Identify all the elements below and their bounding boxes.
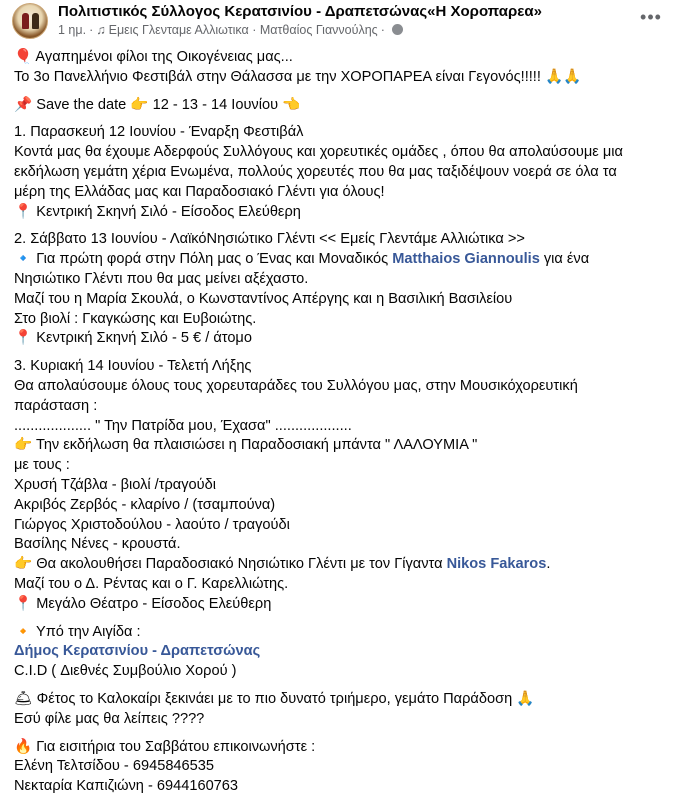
musician-line: Γιώργος Χριστοδούλου - λαούτο / τραγούδι — [14, 516, 290, 533]
day3-title: 3. Κυριακή 14 Ιουνίου - Τελετή Λήξης — [14, 358, 252, 375]
music-note-icon: ♫ — [96, 23, 106, 37]
text-line: Μαζί του ο Δ. Ρέντας και ο Γ. Καρελλιώτης. — [14, 575, 289, 592]
text-line: 📌 Save the date 👉 12 - 13 - 14 Ιουνίου 👈 — [14, 96, 666, 116]
day1-title: 1. Παρασκευή 12 Ιουνίου - Έναρξη Φεστιβάλ — [14, 124, 304, 141]
text-line: εκδήλωση γεμάτη χέρια Ενωμένα, πολλούς χορευτές που θα μας ταξιδέψουν νοερά σε όλα τα — [14, 163, 617, 180]
page-name-link[interactable]: Πολιτιστικός Σύλλογος Κερατσινίου - Δραπετσώνας«Η Χοροπαρεα» — [58, 3, 542, 20]
text-line: 👉 Θα ακολουθήσει Παραδοσιακό Νησιώτικο Γλέντι με τον Γίγαντα Nikos Fakaros. — [14, 555, 666, 575]
text-line: Στο βιολί : Γκαγκώσης και Ευβοιώτης. — [14, 310, 257, 327]
text-line: Θα απολαύσουμε όλους τους χορευταράδες του Συλλόγου μας, στην Μουσικόχορευτική — [14, 377, 578, 394]
text-line: παράσταση : — [14, 397, 98, 414]
post-body — [14, 48, 666, 797]
contact-line: Ελένη Τελτσίδου - 6945846535 — [14, 758, 215, 775]
mention-nikos-fakaros[interactable]: Nikos Fakaros — [446, 556, 547, 573]
text-line: Κοντά μας θα έχουμε Αδερφούς Συλλόγους και χορευτικές ομάδες , όπου θα απολαύσουμε μια — [14, 144, 623, 161]
text-line: 📍 Κεντρική Σκηνή Σιλό - Είσοδος Ελεύθερη — [14, 203, 666, 223]
musician-line: Ακριβός Ζερβός - κλαρίνο / (τσαμπούνα) — [14, 496, 276, 513]
balloon-icon: 🎈 — [14, 49, 33, 65]
text-line: 🔥 Για εισιτήρια του Σαββάτου επικοινωνήστε : — [14, 738, 666, 758]
post-time[interactable]: 1 ημ. — [58, 23, 87, 37]
location-pin-icon: 📍 — [14, 330, 33, 347]
text-line: 📍 Μεγάλο Θέατρο - Είσοδος Ελεύθερη — [14, 595, 666, 615]
orange-diamond-icon: 🔸 — [14, 623, 33, 640]
text-line: Νησιώτικο Γλέντι που θα μας μείνει αξέχαστο. — [14, 270, 309, 287]
bell-icon: 🛎 — [14, 690, 33, 707]
mention-dimos-keratsiniou[interactable]: Δήμος Κερατσινίου - Δραπετσώνας — [14, 643, 261, 660]
day2-title: 2. Σάββατο 13 Ιουνίου - ΛαϊκόΝησιώτικο Γλέντι << Εμείς Γλεντάμε Αλλιώτικα >> — [14, 231, 525, 248]
text-line: 📍 Κεντρική Σκηνή Σιλό - 5 € / άτομο — [14, 329, 666, 349]
location-pin-icon: 📍 — [14, 595, 33, 612]
point-right-icon: 👉 — [14, 556, 33, 573]
meta-separator: · — [380, 23, 385, 37]
text-line: 🔹 Για πρώτη φορά στην Πόλη μας ο Ένας και Μοναδικός Matthaios Giannoulis για ένα — [14, 250, 666, 270]
text-line: ................... " Την Πατρίδα μου, Έχασα" ................... — [14, 417, 352, 434]
text-line: με τους : — [14, 457, 70, 474]
post-meta — [58, 22, 403, 38]
musician-line: Χρυσή Τζάβλα - βιολί /τραγούδι — [14, 476, 217, 493]
post-header — [12, 2, 668, 38]
text-line: 👉 Την εκδήλωση θα πλαισιώσει η Παραδοσιακή μπάντα " ΛΑΛΟΥΜΙΑ " — [14, 436, 666, 456]
song-link[interactable]: Εμεις Γλενταμε Αλλιωτικα · Ματθαίος Γιαννούλης — [108, 23, 378, 37]
page-avatar[interactable] — [12, 3, 48, 39]
text-line: Το 3ο Πανελλήνιο Φεστιβάλ στην Θάλασσα με την ΧΟΡΟΠΑΡΕΑ είναι Γεγονός!!!!! 🙏🙏 — [14, 68, 582, 85]
contact-line: Νεκταρία Καπιζιώνη - 6944160763 — [14, 778, 239, 795]
text-line: Εσύ φίλε μας θα λείπεις ???? — [14, 710, 205, 727]
text-line — [14, 642, 666, 662]
meta-separator: · — [89, 23, 94, 37]
globe-icon — [392, 24, 403, 35]
mention-matthaios-giannoulis[interactable]: Matthaios Giannoulis — [392, 251, 540, 268]
blue-diamond-icon: 🔹 — [14, 251, 33, 268]
fire-icon: 🔥 — [14, 738, 33, 755]
point-right-icon: 👉 — [14, 437, 33, 454]
text-line: 🎈 Αγαπημένοι φίλοι της Οικογένειας μας... — [14, 48, 666, 68]
text-line: C.I.D ( Διεθνές Συμβούλιο Χορού ) — [14, 663, 237, 680]
pushpin-icon: 📌 — [14, 96, 33, 113]
musician-line: Βασίλης Νένες - κρουστά. — [14, 536, 181, 553]
location-pin-icon: 📍 — [14, 203, 33, 220]
text-line: 🔸 Υπό την Αιγίδα : — [14, 623, 666, 643]
text-line: 🛎 Φέτος το Καλοκαίρι ξεκινάει με το πιο δυνατό τριήμερο, γεμάτο Παράδοση 🙏 — [14, 690, 666, 710]
text-line: Μαζί του η Μαρία Σκουλά, ο Κωνσταντίνος Απέργης και η Βασιλική Βασιλείου — [14, 290, 513, 307]
more-options-button[interactable]: ••• — [640, 7, 662, 27]
text-line: μέρη της Ελλάδας μας και Παραδοσιακό Γλέντι για όλους! — [14, 183, 385, 200]
